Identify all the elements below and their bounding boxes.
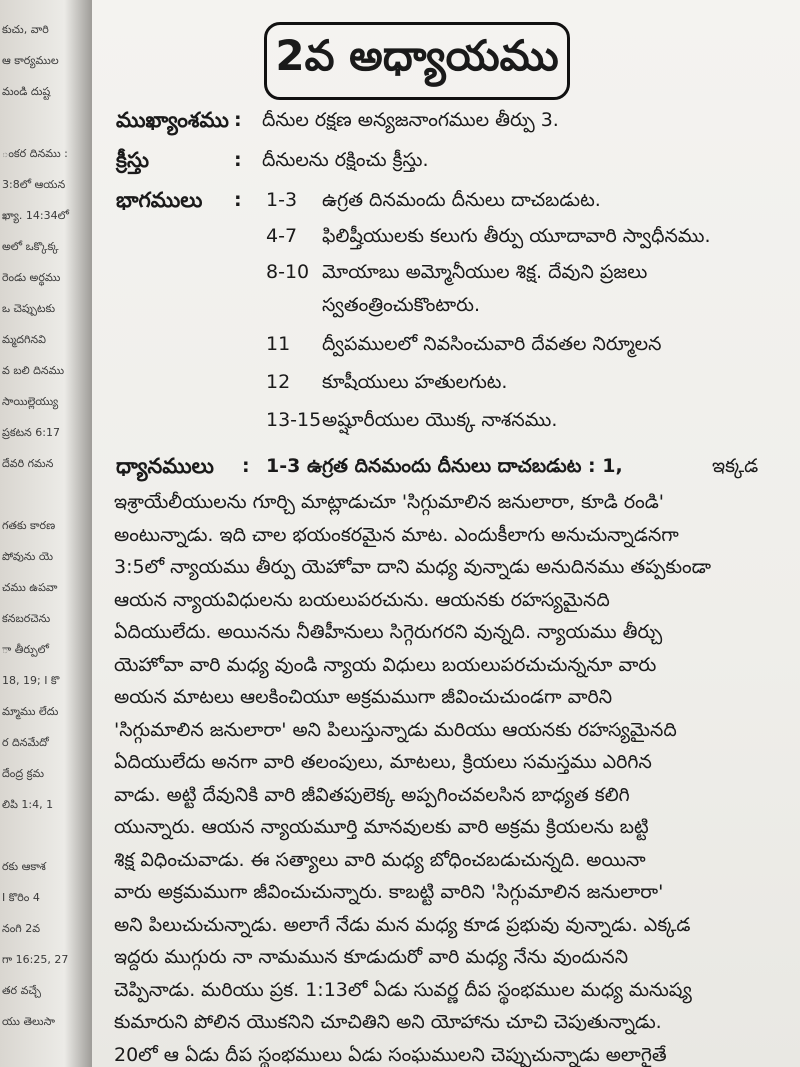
- part-description: అష్షూరీయుల యొక్క నాశనము.: [322, 409, 558, 431]
- summary-value: దీనుల రక్షణ అన్యజనాంగముల తీర్పు 3.: [262, 109, 559, 131]
- spine-text-fragment: యు తెలుసా: [2, 1015, 55, 1028]
- spine-text-fragment: దేంద్ర క్రమ: [2, 767, 44, 780]
- body-text-line: ఏదియులేదు. అయినను నీతిహీనులు సిగ్గెరుగరని వున్నది. న్యాయము తీర్చు: [114, 621, 663, 643]
- spine-text-fragment: కుచు, వారి: [2, 23, 49, 36]
- body-text-line: ఆయన న్యాయవిధులను బయలుపరచును. ఆయనకు రహస్యమైనది: [114, 588, 610, 611]
- spine-text-fragment: మండి దుష్ట: [2, 85, 51, 98]
- spine-text-fragment: 3:8లో ఆయన: [2, 178, 66, 191]
- summary-label: భాగములు: [116, 188, 203, 212]
- spine-text-fragment: ర దినమేదో: [2, 736, 49, 749]
- body-text-line: 3:5లో న్యాయము తీర్పు యెహోవా దాని మధ్య వున్నాడు అనుదినము తప్పకుండా: [114, 556, 712, 578]
- body-text-line: ఇశ్రాయేలీయులను గూర్చి మాట్లాడుచూ 'సిగ్గుమాలిన జనులారా, కూడి రండి': [114, 491, 665, 513]
- meditation-heading: 1-3 ఉగ్రత దినమందు దీనులు దాచబడుట : 1,: [266, 455, 623, 477]
- meditation-first-word: ఇక్కడ: [712, 455, 759, 477]
- spine-text-fragment: [2, 113, 82, 133]
- spine-text-fragment: సాయిల్లెయ్యు: [2, 395, 59, 408]
- part-verse-range: 11: [266, 333, 291, 355]
- part-description: ఫిలిష్తీయులకు కలుగు తీర్పు యూదావారి స్వాధీనము.: [322, 225, 711, 247]
- summary-label: ముఖ్యాంశము: [116, 108, 229, 132]
- spine-text-fragment: గతకు కారణ: [2, 519, 56, 532]
- spine-text-fragment: అలో ఒక్కొక్క: [2, 240, 59, 253]
- spine-text-fragment: ఒ చెప్పుటకు: [2, 302, 56, 315]
- summary-colon: :: [234, 189, 242, 211]
- part-verse-range: 1-3: [266, 189, 298, 211]
- adjacent-page-edge: [0, 0, 92, 1067]
- book-page: [92, 0, 800, 1067]
- spine-text-fragment: ప్రకటన 6:17: [2, 426, 60, 439]
- body-text-line: అంటున్నాడు. ఇది చాల భయంకరమైన మాట. ఎందుకీలాగు అనుచున్నాడనగా: [114, 523, 679, 546]
- body-text-line: కుమారుని పోలిన యొకనిని చూచితిని అని యోహాను చూచి చెపుతున్నాడు.: [114, 1011, 662, 1033]
- chapter-title: 2వ అధ్యాయము: [264, 22, 570, 100]
- part-verse-range: 4-7: [266, 225, 298, 247]
- part-verse-range: 13-15: [266, 409, 322, 431]
- part-description: ద్వీపములలో నివసించువారి దేవతల నిర్మూలన: [322, 333, 662, 355]
- spine-text-fragment: గా 16:25, 27: [2, 953, 69, 966]
- spine-text-fragment: తర వచ్చే: [2, 984, 42, 997]
- spine-text-fragment: I కొరిం 4: [2, 891, 40, 904]
- part-description: కూషీయులు హతులగుట.: [322, 371, 508, 393]
- spine-text-fragment: మ్మదగినవి: [2, 333, 46, 346]
- spine-text-fragment: [2, 485, 82, 505]
- part-verse-range: 12: [266, 371, 291, 393]
- body-text-line: 20లో ఆ ఏడు దీప స్థంభములు ఏడు సంఘములని చెప్పుచున్నాడు అలాగైతే: [114, 1043, 667, 1066]
- spine-text-fragment: లిపి 1:4, 1: [2, 798, 54, 811]
- spine-text-fragment: వ బలి దినము: [2, 364, 65, 377]
- body-text-line: 'సిగ్గుమాలిన జనులారా' అని పిలుస్తున్నాడు మరియు ఆయనకు రహస్యమైనది: [114, 718, 677, 741]
- spine-text-fragment: ంకర దినము :: [2, 147, 68, 160]
- summary-value: దీనులను రక్షించు క్రీస్తు.: [262, 149, 429, 171]
- spine-text-fragment: దేవరి గమన: [2, 457, 54, 470]
- summary-label: క్రీస్తు: [116, 148, 149, 172]
- part-verse-range: 8-10: [266, 261, 310, 283]
- spine-text-fragment: ఆ కార్యముల: [2, 54, 59, 67]
- meditation-label: ధ్యానములు: [116, 454, 214, 478]
- body-text-line: వాడు. అట్టి దేవునికి వారి జీవితపులెక్క అప్పగించవలసిన బాధ్యత కలిగి: [114, 783, 630, 806]
- spine-text-fragment: ఖ్యా. 14:34లో: [2, 209, 69, 222]
- spine-text-fragment: రకు ఆకాశ: [2, 860, 46, 873]
- body-text-line: శిక్ష విధించువాడు. ఈ సత్యాలు వారి మధ్య బోధించబడుచున్నది. అయినా: [114, 848, 646, 871]
- body-text-line: చెప్పినాడు. మరియు ప్రక. 1:13లో ఏడు సువర్ణ దీప స్థంభముల మధ్య మనుష్య: [114, 978, 692, 1001]
- part-description: ఉగ్రత దినమందు దీనులు దాచబడుట.: [322, 189, 601, 211]
- spine-text-fragment: కనబరచెను: [2, 612, 51, 625]
- summary-colon: :: [234, 109, 242, 131]
- summary-colon: :: [234, 149, 242, 171]
- body-text-line: ఏదియులేదు అనగా వారి తలంపులు, మాటలు, క్రియలు సమస్తము ఎరిగిన: [114, 751, 652, 773]
- spine-text-fragment: పోవును యె: [2, 550, 54, 563]
- body-text-line: అని పిలుచుచున్నాడు. అలాగే నేడు మన మధ్య కూడ ప్రభువు వున్నాడు. ఎక్కడ: [114, 913, 691, 936]
- spine-text-fragment: చము ఉపవా: [2, 581, 58, 594]
- body-text-line: ఇద్దరు ముగ్గురు నా నామమున కూడుదురో వారి మధ్య నేను వుందునని: [114, 946, 629, 968]
- spine-text-fragment: నంగి 2వ: [2, 922, 41, 935]
- spine-text-fragment: ా తీర్పులో: [2, 643, 49, 656]
- body-text-line: వారు అక్రమముగా జీవించుచున్నారు. కాబట్టి వారిని 'సిగ్గుమాలిన జనులారా': [114, 881, 664, 903]
- meditation-colon: :: [242, 455, 250, 477]
- body-text-line: యున్నారు. ఆయన న్యాయమూర్తి మానవులకు వారి అక్రమ క్రియలను బట్టి: [114, 816, 649, 838]
- spine-text-fragment: [2, 826, 82, 846]
- part-description: మోయాబు అమ్మోనీయుల శిక్ష. దేవుని ప్రజలు: [322, 261, 648, 283]
- spine-text-fragment: రెండు అర్థము: [2, 271, 61, 284]
- spine-text-fragment: 18, 19; I కొ: [2, 674, 60, 687]
- spine-text-fragment: మ్మాము లేదు: [2, 705, 59, 718]
- body-text-line: యెహోవా వారి మధ్య వుండి న్యాయ విధులు బయలుపరచుచున్ననూ వారు: [114, 653, 657, 676]
- body-text-line: అయన మాటలు ఆలకించియూ అక్రమముగా జీవించుచుండగా వారిని: [114, 686, 613, 708]
- part-description: స్వతంత్రించుకొంటారు.: [322, 294, 481, 316]
